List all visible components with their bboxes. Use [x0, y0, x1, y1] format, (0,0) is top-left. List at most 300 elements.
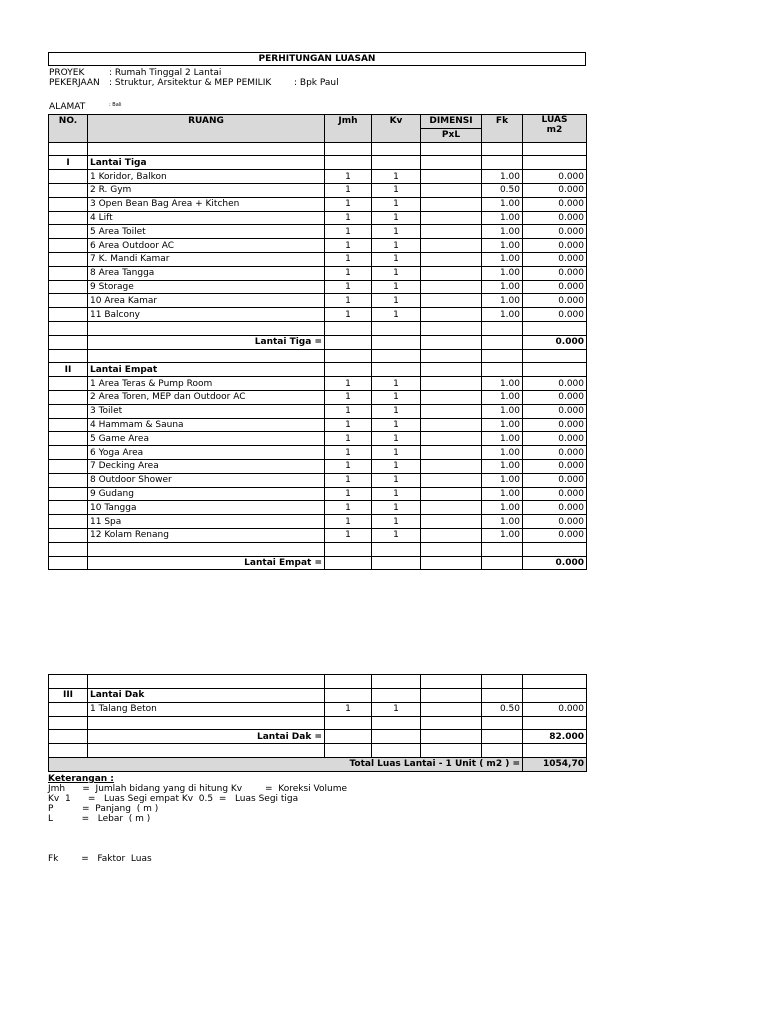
empty-cell	[372, 716, 421, 730]
fk-value: 1.00	[482, 308, 523, 322]
fk-value: 1.00	[482, 432, 523, 446]
room-name: 5 Game Area	[88, 432, 325, 446]
table-row	[49, 294, 587, 308]
empty-cell	[49, 349, 88, 363]
empty-cell	[49, 501, 88, 515]
section-total-row	[49, 335, 587, 349]
kv-value: 1	[372, 501, 421, 515]
empty-cell	[49, 377, 88, 391]
empty-cell	[49, 280, 88, 294]
table-row	[49, 390, 587, 404]
dimensi-value	[421, 404, 482, 418]
empty-cell	[421, 689, 482, 703]
dimensi-value	[421, 418, 482, 432]
table-row	[49, 432, 587, 446]
jmh-value: 1	[325, 239, 372, 253]
empty-cell	[482, 349, 523, 363]
section-number: III	[49, 689, 88, 703]
empty-cell	[421, 142, 482, 156]
dimensi-value	[421, 266, 482, 280]
jmh-value: 1	[325, 487, 372, 501]
empty-cell	[523, 542, 587, 556]
room-name: 3 Toilet	[88, 404, 325, 418]
kv-value: 1	[372, 183, 421, 197]
jmh-value: 1	[325, 432, 372, 446]
table-row	[49, 197, 587, 211]
luas-value: 0.000	[523, 252, 587, 266]
luas-value: 0.000	[523, 225, 587, 239]
empty-cell	[49, 542, 88, 556]
kv-value: 1	[372, 197, 421, 211]
section-number: II	[49, 363, 88, 377]
jmh-value: 1	[325, 211, 372, 225]
empty-cell	[482, 321, 523, 335]
document-title: PERHITUNGAN LUASAN	[48, 52, 586, 66]
luas-value: 0.000	[523, 404, 587, 418]
kv-value: 1	[372, 294, 421, 308]
empty-cell	[421, 156, 482, 170]
room-name: 6 Area Outdoor AC	[88, 239, 325, 253]
room-name: 12 Kolam Renang	[88, 528, 325, 542]
empty-cell	[523, 689, 587, 703]
empty-cell	[49, 197, 88, 211]
header-luas-label: LUAS	[541, 115, 568, 125]
table-row	[49, 515, 587, 529]
empty-cell	[49, 675, 88, 689]
section-name: Lantai Tiga	[88, 156, 325, 170]
empty-cell	[523, 363, 587, 377]
room-name: 4 Lift	[88, 211, 325, 225]
proyek-value: : Rumah Tinggal 2 Lantai	[109, 68, 222, 78]
jmh-value: 1	[325, 377, 372, 391]
empty-cell	[482, 142, 523, 156]
jmh-value: 1	[325, 501, 372, 515]
empty-cell	[372, 363, 421, 377]
empty-cell	[49, 294, 88, 308]
dimensi-value	[421, 239, 482, 253]
dimensi-value	[421, 515, 482, 529]
empty-cell	[372, 156, 421, 170]
empty-cell	[49, 716, 88, 730]
note-l: L = Lebar ( m )	[48, 813, 151, 824]
grand-total-row	[49, 758, 587, 772]
luas-value: 0.000	[523, 308, 587, 322]
room-name: 10 Area Kamar	[88, 294, 325, 308]
note-kv: Kv 1 = Luas Segi empat Kv 0.5 = Luas Segi tiga	[48, 793, 299, 804]
header-dimensi: DIMENSI	[421, 115, 482, 129]
kv-value: 1	[372, 473, 421, 487]
table-row	[49, 702, 587, 716]
empty-cell	[421, 744, 482, 758]
kv-value: 1	[372, 390, 421, 404]
table-row	[49, 446, 587, 460]
dimensi-value	[421, 252, 482, 266]
note-jmh: Jmh = Jumlah bidang yang di hitung Kv = Koreksi Volume	[48, 783, 347, 794]
empty-cell	[49, 390, 88, 404]
jmh-value: 1	[325, 515, 372, 529]
empty-cell	[372, 730, 421, 744]
luas-value: 0.000	[523, 183, 587, 197]
luas-value: 0.000	[523, 239, 587, 253]
jmh-value: 1	[325, 170, 372, 184]
table-row	[49, 225, 587, 239]
spacer-row	[49, 675, 587, 689]
alamat-value: : Bali	[109, 102, 122, 108]
empty-cell	[482, 335, 523, 349]
luas-value: 0.000	[523, 377, 587, 391]
empty-cell	[49, 418, 88, 432]
table-body-upper	[49, 142, 587, 570]
pemilik-value: : Bpk Paul	[294, 78, 339, 88]
room-name: 9 Storage	[88, 280, 325, 294]
empty-cell	[325, 335, 372, 349]
table-row	[49, 266, 587, 280]
fk-value: 1.00	[482, 487, 523, 501]
pekerjaan-value: : Struktur, Arsitektur & MEP PEMILIK	[109, 78, 272, 88]
kv-value: 1	[372, 225, 421, 239]
header-pxl: PxL	[421, 128, 482, 142]
luas-value: 0.000	[523, 280, 587, 294]
table-row	[49, 170, 587, 184]
fk-value: 1.00	[482, 266, 523, 280]
section-name: Lantai Empat	[88, 363, 325, 377]
empty-cell	[482, 689, 523, 703]
spacer-row	[49, 321, 587, 335]
kv-value: 1	[372, 404, 421, 418]
kv-value: 1	[372, 487, 421, 501]
section-total-row	[49, 556, 587, 570]
note-fk: Fk = Faktor Luas	[48, 853, 152, 864]
fk-value: 1.00	[482, 239, 523, 253]
dimensi-value	[421, 446, 482, 460]
fk-value: 1.00	[482, 515, 523, 529]
empty-cell	[482, 716, 523, 730]
jmh-value: 1	[325, 197, 372, 211]
header-jmh: Jmh	[325, 115, 372, 143]
empty-cell	[325, 556, 372, 570]
table-row	[49, 473, 587, 487]
empty-cell	[325, 716, 372, 730]
jmh-value: 1	[325, 446, 372, 460]
alamat-label: ALAMAT	[49, 102, 86, 112]
empty-cell	[372, 556, 421, 570]
spacer-row	[49, 716, 587, 730]
section-total-value: 82.000	[523, 730, 587, 744]
table-row	[49, 308, 587, 322]
empty-cell	[421, 675, 482, 689]
empty-cell	[325, 744, 372, 758]
luas-value: 0.000	[523, 459, 587, 473]
empty-cell	[372, 335, 421, 349]
table-row	[49, 183, 587, 197]
grand-total-label: Total Luas Lantai - 1 Unit ( m2 ) =	[49, 758, 523, 772]
section-header-row	[49, 689, 587, 703]
kv-value: 1	[372, 528, 421, 542]
empty-cell	[372, 349, 421, 363]
table-row	[49, 239, 587, 253]
empty-cell	[49, 183, 88, 197]
fk-value: 1.00	[482, 225, 523, 239]
empty-cell	[49, 744, 88, 758]
table-row	[49, 501, 587, 515]
jmh-value: 1	[325, 308, 372, 322]
kv-value: 1	[372, 308, 421, 322]
fk-value: 1.00	[482, 377, 523, 391]
table-row	[49, 528, 587, 542]
room-name: 11 Spa	[88, 515, 325, 529]
empty-cell	[49, 556, 88, 570]
empty-cell	[325, 675, 372, 689]
dimensi-value	[421, 225, 482, 239]
dimensi-value	[421, 308, 482, 322]
empty-cell	[88, 675, 325, 689]
empty-cell	[523, 156, 587, 170]
kv-value: 1	[372, 459, 421, 473]
empty-cell	[421, 730, 482, 744]
empty-cell	[49, 211, 88, 225]
empty-cell	[49, 473, 88, 487]
room-name: 10 Tangga	[88, 501, 325, 515]
document-page	[48, 52, 586, 864]
empty-cell	[325, 349, 372, 363]
luas-value: 0.000	[523, 418, 587, 432]
empty-cell	[49, 446, 88, 460]
fk-value: 0.50	[482, 702, 523, 716]
fk-value: 1.00	[482, 446, 523, 460]
empty-cell	[49, 321, 88, 335]
luas-value: 0.000	[523, 294, 587, 308]
empty-cell	[325, 363, 372, 377]
empty-cell	[325, 542, 372, 556]
luas-value: 0.000	[523, 266, 587, 280]
jmh-value: 1	[325, 225, 372, 239]
empty-cell	[372, 689, 421, 703]
table-row	[49, 211, 587, 225]
empty-cell	[372, 744, 421, 758]
dimensi-value	[421, 211, 482, 225]
empty-cell	[421, 556, 482, 570]
dimensi-value	[421, 294, 482, 308]
empty-cell	[372, 675, 421, 689]
empty-cell	[49, 404, 88, 418]
empty-cell	[49, 702, 88, 716]
dimensi-value	[421, 377, 482, 391]
empty-cell	[482, 675, 523, 689]
notes-heading: Keterangan :	[48, 773, 114, 784]
empty-cell	[421, 321, 482, 335]
kv-value: 1	[372, 515, 421, 529]
jmh-value: 1	[325, 528, 372, 542]
empty-cell	[49, 432, 88, 446]
jmh-value: 1	[325, 459, 372, 473]
empty-cell	[88, 321, 325, 335]
room-name: 7 K. Mandi Kamar	[88, 252, 325, 266]
empty-cell	[88, 349, 325, 363]
luas-value: 0.000	[523, 446, 587, 460]
luas-value: 0.000	[523, 528, 587, 542]
empty-cell	[482, 542, 523, 556]
empty-cell	[49, 266, 88, 280]
jmh-value: 1	[325, 418, 372, 432]
empty-cell	[49, 225, 88, 239]
luas-value: 0.000	[523, 501, 587, 515]
room-name: 1 Koridor, Balkon	[88, 170, 325, 184]
area-table	[48, 114, 587, 570]
fk-value: 1.00	[482, 197, 523, 211]
fk-value: 1.00	[482, 404, 523, 418]
empty-cell	[88, 744, 325, 758]
fk-value: 1.00	[482, 252, 523, 266]
empty-cell	[49, 730, 88, 744]
fk-value: 0.50	[482, 183, 523, 197]
luas-value: 0.000	[523, 170, 587, 184]
section-header-row	[49, 156, 587, 170]
kv-value: 1	[372, 280, 421, 294]
fk-value: 1.00	[482, 528, 523, 542]
fk-value: 1.00	[482, 211, 523, 225]
jmh-value: 1	[325, 404, 372, 418]
jmh-value: 1	[325, 390, 372, 404]
kv-value: 1	[372, 446, 421, 460]
room-name: 1 Talang Beton	[88, 702, 325, 716]
grand-total-value: 1054,70	[523, 758, 587, 772]
kv-value: 1	[372, 252, 421, 266]
jmh-value: 1	[325, 183, 372, 197]
table-row	[49, 459, 587, 473]
kv-value: 1	[372, 377, 421, 391]
fk-value: 1.00	[482, 459, 523, 473]
empty-cell	[49, 252, 88, 266]
fk-value: 1.00	[482, 501, 523, 515]
jmh-value: 1	[325, 702, 372, 716]
empty-cell	[421, 716, 482, 730]
room-name: 2 R. Gym	[88, 183, 325, 197]
jmh-value: 1	[325, 266, 372, 280]
kv-value: 1	[372, 211, 421, 225]
empty-cell	[49, 170, 88, 184]
dimensi-value	[421, 183, 482, 197]
empty-cell	[49, 515, 88, 529]
table-row	[49, 377, 587, 391]
table-row	[49, 252, 587, 266]
empty-cell	[523, 716, 587, 730]
empty-cell	[49, 335, 88, 349]
room-name: 2 Area Toren, MEP dan Outdoor AC	[88, 390, 325, 404]
fk-value: 1.00	[482, 418, 523, 432]
empty-cell	[482, 744, 523, 758]
dimensi-value	[421, 473, 482, 487]
spacer-row	[49, 349, 587, 363]
room-name: 7 Decking Area	[88, 459, 325, 473]
dimensi-value	[421, 487, 482, 501]
proyek-label: PROYEK	[49, 68, 85, 78]
header-fk: Fk	[482, 115, 523, 143]
empty-cell	[88, 716, 325, 730]
empty-cell	[421, 349, 482, 363]
jmh-value: 1	[325, 294, 372, 308]
empty-cell	[523, 675, 587, 689]
luas-value: 0.000	[523, 487, 587, 501]
header-luas-unit: m2	[546, 125, 563, 135]
fk-value: 1.00	[482, 473, 523, 487]
kv-value: 1	[372, 418, 421, 432]
note-p: P = Panjang ( m )	[48, 803, 159, 814]
empty-cell	[421, 335, 482, 349]
section-header-row	[49, 363, 587, 377]
empty-cell	[325, 689, 372, 703]
room-name: 8 Outdoor Shower	[88, 473, 325, 487]
empty-cell	[482, 363, 523, 377]
empty-cell	[49, 528, 88, 542]
room-name: 4 Hammam & Sauna	[88, 418, 325, 432]
empty-cell	[372, 142, 421, 156]
header-luas	[523, 115, 587, 143]
area-table-dak	[48, 674, 587, 772]
luas-value: 0.000	[523, 473, 587, 487]
empty-cell	[49, 308, 88, 322]
jmh-value: 1	[325, 473, 372, 487]
table-row	[49, 280, 587, 294]
project-meta	[48, 66, 586, 114]
empty-cell	[325, 321, 372, 335]
kv-value: 1	[372, 239, 421, 253]
empty-cell	[523, 142, 587, 156]
jmh-value: 1	[325, 280, 372, 294]
dimensi-value	[421, 702, 482, 716]
luas-value: 0.000	[523, 211, 587, 225]
empty-cell	[523, 321, 587, 335]
empty-cell	[49, 142, 88, 156]
empty-cell	[482, 730, 523, 744]
table-body-lower	[49, 675, 587, 772]
room-name: 11 Balcony	[88, 308, 325, 322]
empty-cell	[421, 363, 482, 377]
section-name: Lantai Dak	[88, 689, 325, 703]
dimensi-value	[421, 280, 482, 294]
table-row	[49, 404, 587, 418]
room-name: 1 Area Teras & Pump Room	[88, 377, 325, 391]
kv-value: 1	[372, 266, 421, 280]
kv-value: 1	[372, 170, 421, 184]
table-row	[49, 487, 587, 501]
luas-value: 0.000	[523, 197, 587, 211]
empty-cell	[49, 487, 88, 501]
jmh-value: 1	[325, 252, 372, 266]
dimensi-value	[421, 432, 482, 446]
section-total-label: Lantai Empat =	[88, 556, 325, 570]
section-total-row	[49, 730, 587, 744]
room-name: 5 Area Toilet	[88, 225, 325, 239]
dimensi-value	[421, 197, 482, 211]
spacer-row	[49, 542, 587, 556]
room-name: 6 Yoga Area	[88, 446, 325, 460]
empty-cell	[49, 239, 88, 253]
empty-cell	[88, 142, 325, 156]
spacer-row	[49, 744, 587, 758]
empty-cell	[325, 156, 372, 170]
luas-value: 0.000	[523, 432, 587, 446]
luas-value: 0.000	[523, 702, 587, 716]
luas-value: 0.000	[523, 515, 587, 529]
room-name: 8 Area Tangga	[88, 266, 325, 280]
empty-cell	[49, 459, 88, 473]
section-total-value: 0.000	[523, 335, 587, 349]
kv-value: 1	[372, 432, 421, 446]
dimensi-value	[421, 390, 482, 404]
header-no: NO.	[49, 115, 88, 143]
empty-cell	[325, 730, 372, 744]
dimensi-value	[421, 459, 482, 473]
